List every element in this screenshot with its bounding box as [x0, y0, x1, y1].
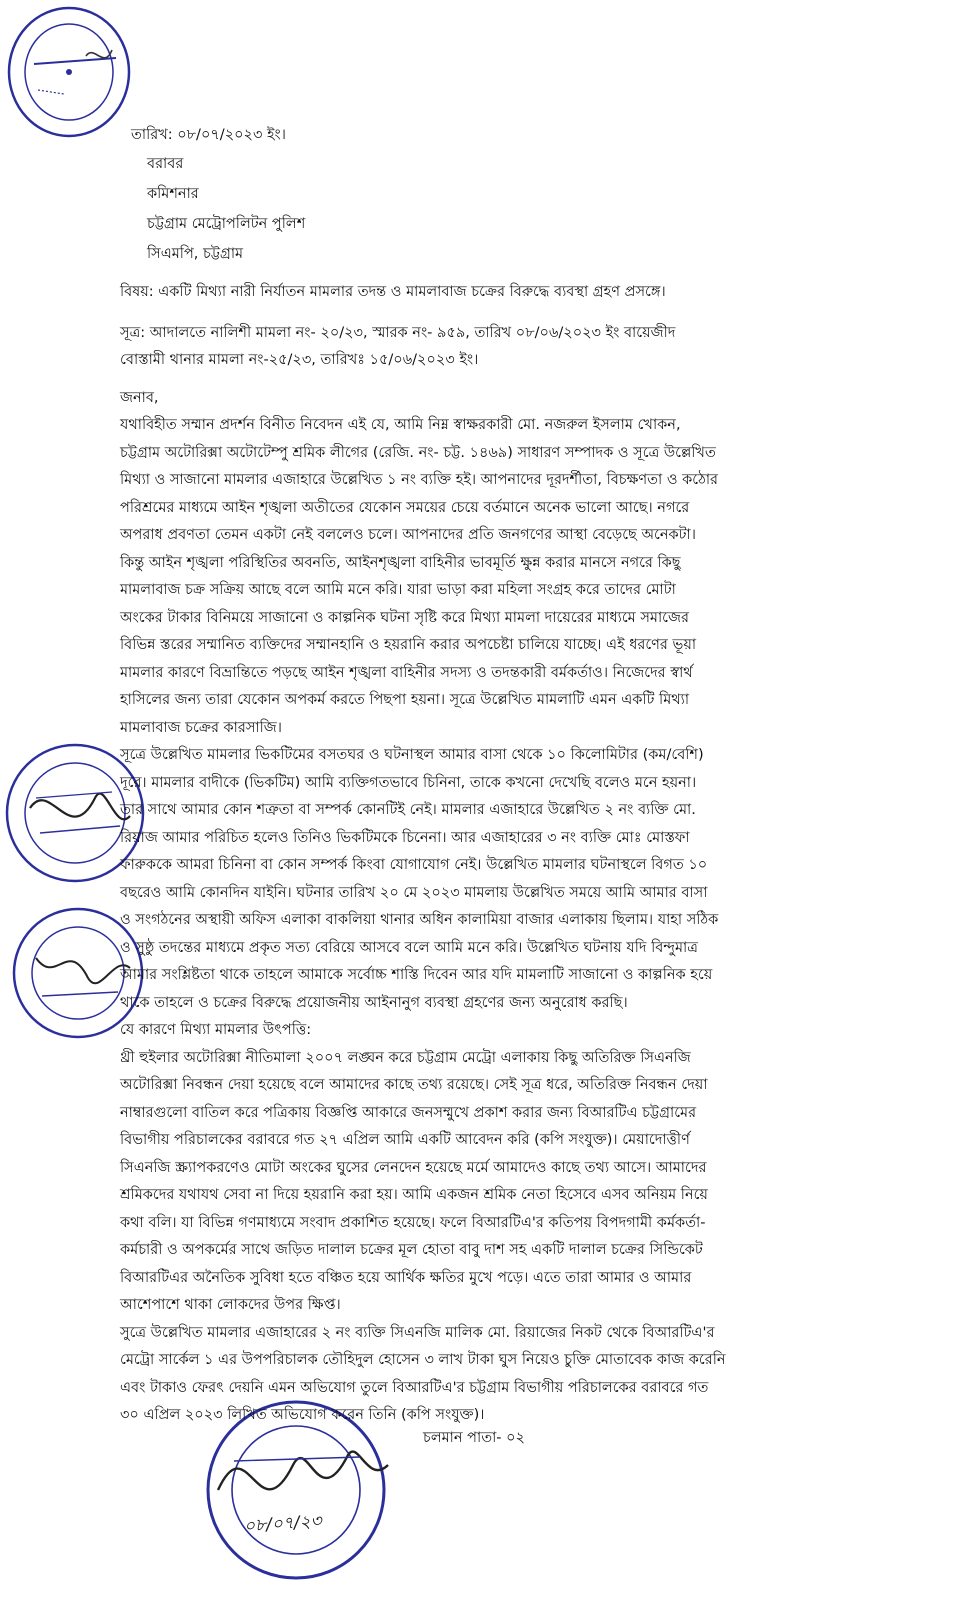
round-seal-top: [4, 0, 134, 140]
body-line: ফারুককে আমরা চিনিনা বা কোন সম্পর্ক কিংবা যোগাযোগ নেই। উল্লেখিত মামলার ঘটনাস্থলে বিগত ১০: [120, 857, 708, 873]
body-line: কর্মচারী ও অপকর্মের সাথে জড়িত দালাল চক্রের মূল হোতা বাবু দাশ সহ একটি দালাল চক্রের সিন্ডিকেট: [120, 1242, 703, 1258]
body-line: অংকের টাকার বিনিময়ে সাজানো ও কাল্পনিক ঘটনা সৃষ্টি করে মিথ্যা মামলা দায়েরের মাধ্যমে সমাজের: [120, 609, 689, 626]
body-line: নাম্বারগুলো বাতিল করে পত্রিকায় বিজ্ঞপ্তি আকারে জনসম্মুখে প্রকাশ করার জন্য বিআরটিএ চট্টগ্রামের: [120, 1104, 697, 1121]
body-line: থ্রী হুইলার অটোরিক্সা নীতিমালা ২০০৭ লঙ্ঘন করে চট্টগ্রাম মেট্রো এলাকায় কিছু অতিরিক্ত সিএনজি: [120, 1049, 691, 1066]
body-line: অটোরিক্সা নিবন্ধন দেয়া হয়েছে বলে আমাদের কাছে তথ্য রয়েছে। সেই সূত্র ধরে, অতিরিক্ত নিবন্ধন দেয়া: [120, 1077, 708, 1093]
body-line: সুত্রে উল্লেখিত মামলার এজাহারের ২ নং ব্যক্তি সিএনজি মালিক মো. রিয়াজের নিকট থেকে বিআরটিএ'র: [120, 1324, 715, 1341]
body-line: এবং টাকাও ফেরৎ দেয়নি এমন অভিযোগ তুলে বিআরটিএ'র চট্টগ্রাম বিভাগীয় পরিচালকের বরাবরে গত: [120, 1379, 709, 1396]
body-line: বিভিন্ন স্তরের সম্মানিত ব্যক্তিদের সম্মানহানি ও হয়রানি করার অপচেষ্টা চালিয়ে যাচ্ছে। এই ধরণের ভূয়া: [120, 637, 697, 653]
salutation: জনাব,: [120, 390, 159, 406]
body-line: অপরাধ প্রবণতা তেমন একটা নেই বললেও চলে। আপনাদের প্রতি জনগণের আস্থা বেড়েছে অনেকটা।: [120, 527, 696, 543]
body-line: ও সংগঠনের অস্থায়ী অফিস এলাকা বাকলিয়া থানার অধিন কালামিয়া বাজার এলাকায় ছিলাম। যাহা সঠিক: [120, 912, 719, 928]
body-line: থাকে তাহলে ও চক্রের বিরুদ্ধে প্রয়োজনীয় আইনানুগ ব্যবস্থা গ্রহণের জন্য অনুরোধ করছি।: [120, 994, 628, 1011]
body-line: আমার সংশ্লিষ্টতা থাকে তাহলে আমাকে সর্বোচ্চ শাস্তি দিবেন আর যদি মামলাটি সাজানো ও কাল্পনিক হয়ে: [120, 967, 713, 983]
body-line: মিথ্যা ও সাজানো মামলার এজাহারে উল্লেখিত ১ নং ব্যক্তি হই। আপনাদের দূরদর্শীতা, বিচক্ষণতা ও কঠোর: [120, 472, 718, 488]
body-line: সিএনজি স্ক্র্যাপকরণেও মোটা অংকের ঘুসের লেনদেন হয়েছে মর্মে আমাদেও কাছে তথ্য আসে। আমাদের: [120, 1159, 707, 1176]
recipient-place: সিএমপি, চট্টগ্রাম: [147, 246, 244, 262]
letter-body: [120, 412, 858, 1430]
recipient-org: চট্টগ্রাম মেট্রোপলিটন পুলিশ: [147, 216, 306, 232]
body-line: ও সুষ্ঠু তদন্তের মাধ্যমে প্রকৃত সত্য বেরিয়ে আসবে বলে আমি মনে করি। উল্লেখিত ঘটনায় যদি বিন্দুমাত্র: [120, 939, 698, 956]
body-line: রিয়াজ আমার পরিচিত হলেও তিনিও ভিকটিমকে চিনেনা। আর এজাহারের ৩ নং ব্যক্তি মোঃ মোস্তফা: [120, 829, 690, 846]
body-line: মামলাবাজ চক্রের কারসাজি।: [120, 719, 282, 736]
body-line: কথা বলি। যা বিভিন্ন গণমাধ্যমে সংবাদ প্রকাশিত হয়েছে। ফলে বিআরটিএ'র কতিপয় বিপদগামী কর্মকর্তা-: [120, 1214, 706, 1231]
body-line: ৩০ এপ্রিল ২০২৩ লিখিত অভিযোগ করেন তিনি (কপি সংযুক্ত)।: [120, 1407, 485, 1423]
body-line: চট্টগ্রাম অটোরিক্সা অটোটেম্পু শ্রমিক লীগের (রেজি. নং- চট্ট. ১৪৬৯) সাধারণ সম্পাদক ও সূত্রে উল্লেখিত: [120, 444, 716, 461]
continued-page-note: চলমান পাতা- ০২: [423, 1430, 525, 1446]
body-line: দূরে। মামলার বাদীকে (ভিকটিম) আমি ব্যক্তিগতভাবে চিনিনা, তাকে কখনো দেখেছি বলেও মনে হয়না।: [120, 774, 697, 791]
body-line: মামলার কারণে বিভ্রান্তিতে পড়ছে আইন শৃঙ্খলা বাহিনীর সদস্য ও তদন্তকারী বর্মকর্তাও। নিজেদের স্বার্থ: [120, 664, 693, 681]
body-line: পরিশ্রমের মাধ্যমে আইন শৃঙ্খলা অতীতের যেকোন সময়ের চেয়ে বর্তমানে অনেক ভালো আছে। নগরে: [120, 499, 690, 516]
body-line: বিভাগীয় পরিচালকের বরাবরে গত ২৭ এপ্রিল আমি একটি আবেদন করি (কপি সংযুক্ত)। মেয়াদোত্তীর্ণ: [120, 1132, 690, 1148]
reference-line-2: বোস্তামী থানার মামলা নং-২৫/২৩, তারিখঃ ১৫/০৬/২০২৩ ইং।: [120, 352, 479, 368]
body-line: কিন্তু আইন শৃঙ্খলা পরিস্থিতির অবনতি, আইনশৃঙ্খলা বাহিনীর ভাবমূর্তি ক্ষুন্ন করার মানসে নগরে কিছু: [120, 554, 681, 571]
body-line: যথাবিহীত সম্মান প্রদর্শন বিনীত নিবেদন এই যে, আমি নিম্ন স্বাক্ষরকারী মো. নজরুল ইসলাম খোকন,: [120, 417, 681, 433]
body-line: মেট্রো সার্কেল ১ এর উপপরিচালক তৌহিদুল হোসেন ৩ লাখ টাকা ঘুস নিয়েও চুক্তি মোতাবেক কাজ করেনি: [120, 1352, 726, 1368]
signature-date: ০৮/০৭/২৩: [243, 1511, 323, 1537]
recipient-to: বরাবর: [147, 156, 184, 172]
body-line: মামলাবাজ চক্র সক্রিয় আছে বলে আমি মনে করি। যারা ভাড়া করা মহিলা সংগ্রহ করে তাদের মোটা: [120, 582, 676, 598]
body-line: আশেপাশে থাকা লোকদের উপর ক্ষিপ্ত।: [120, 1297, 341, 1313]
body-line: যে কারণে মিথ্যা মামলার উৎপত্তি:: [120, 1022, 312, 1038]
recipient-title: কমিশনার: [147, 186, 199, 202]
body-line: তার সাথে আমার কোন শত্রুতা বা সম্পর্ক কোনটিই নেই। মামলার এজাহারে উল্লেখিত ২ নং ব্যক্তি মো.: [120, 802, 696, 818]
body-line: সূত্রে উল্লেখিত মামলার ভিকটিমের বসতঘর ও ঘটনাস্থল আমার বাসা থেকে ১০ কিলোমিটার (কম/বেশি): [120, 747, 704, 763]
body-line: হাসিলের জন্য তারা যেকোন অপকর্ম করতে পিছপা হয়না। সূত্রে উল্লেখিত মামলাটি এমন একটি মিথ্যা: [120, 692, 690, 708]
letter-date: তারিখ: ০৮/০৭/২০২৩ ইং।: [131, 127, 286, 143]
body-line: শ্রমিকদের যথাযথ সেবা না দিয়ে হয়রানি করা হয়। আমি একজন শ্রমিক নেতা হিসেবে এসব অনিয়ম নিয়ে: [120, 1187, 708, 1203]
reference-line-1: সূত্র: আদালতে নালিশী মামলা নং- ২০/২৩, স্মারক নং- ৯৫৯, তারিখ ০৮/০৬/২০২৩ ইং বায়েজীদ: [120, 325, 676, 341]
body-line: বিআরটিএর অনৈতিক সুবিধা হতে বঞ্চিত হয়ে আর্থিক ক্ষতির মুখে পড়ে। এতে তারা আমার ও আমার: [120, 1269, 692, 1286]
body-line: বছরেও আমি কোনদিন যাইনি। ঘটনার তারিখ ২০ মে ২০২৩ মামলায় উল্লেখিত সময়ে আমি আমার বাসা: [120, 884, 708, 901]
subject-line: বিষয়: একটি মিথ্যা নারী নির্যাতন মামলার তদন্ত ও মামলাবাজ চক্রের বিরুদ্ধে ব্যবস্থা গ্রহণ প্রসঙ্গে।: [120, 284, 666, 300]
